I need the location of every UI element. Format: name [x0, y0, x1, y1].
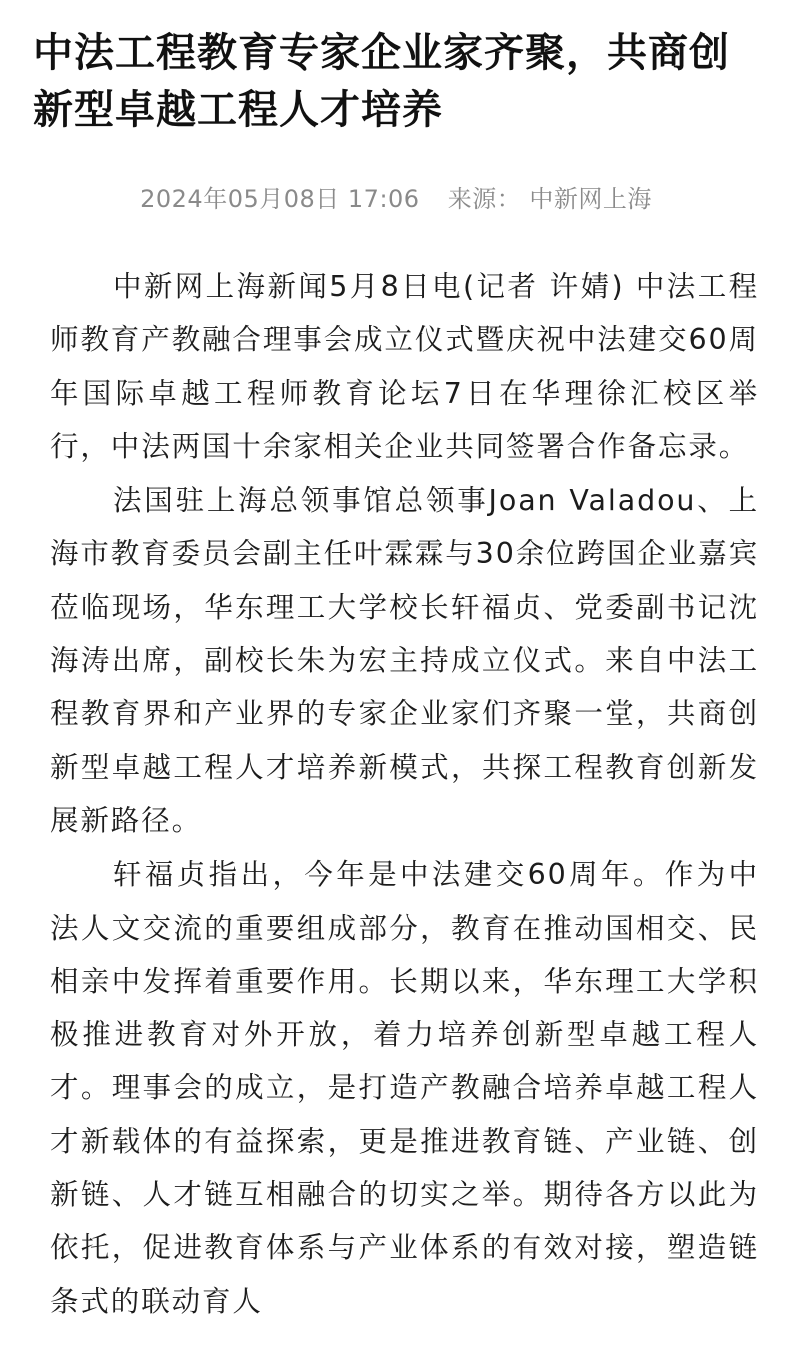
- paragraph: 中新网上海新闻5月8日电(记者 许婧) 中法工程师教育产教融合理事会成立仪式暨庆祝中法建交60周年国际卓越工程师教育论坛7日在华理徐汇校区举行，中法两国十余家相关企业共同签署合作备忘录。: [50, 270, 759, 463]
- article-meta: [33, 184, 759, 214]
- source-label: 来源：: [447, 185, 522, 213]
- publish-datetime: 2024年05月08日 17:06: [140, 185, 420, 213]
- paragraph: 法国驻上海总领事馆总领事Joan Valadou、上海市教育委员会副主任叶霖霖与30余位跨国企业嘉宾莅临现场，华东理工大学校长轩福贞、党委副书记沈海涛出席，副校长朱为宏主持成立仪式。来自中法工程教育界和产业界的专家企业家们齐聚一堂，共商创新型卓越工程人才培养新模式，共探工程教育创新发展新路径。: [50, 484, 759, 837]
- article-body: [33, 260, 759, 1328]
- paragraph: 轩福贞指出，今年是中法建交60周年。作为中法人文交流的重要组成部分，教育在推动国相交、民相亲中发挥着重要作用。长期以来，华东理工大学积极推进教育对外开放，着力培养创新型卓越工程人才。理事会的成立，是打造产教融合培养卓越工程人才新载体的有益探索，更是推进教育链、产业链、创新链、人才链互相融合的切实之举。期待各方以此为依托，促进教育体系与产业体系的有效对接，塑造链条式的联动育人: [50, 858, 759, 1318]
- source-name: 中新网上海: [529, 185, 652, 213]
- article-title: 中法工程教育专家企业家齐聚，共商创新型卓越工程人才培养: [33, 30, 730, 133]
